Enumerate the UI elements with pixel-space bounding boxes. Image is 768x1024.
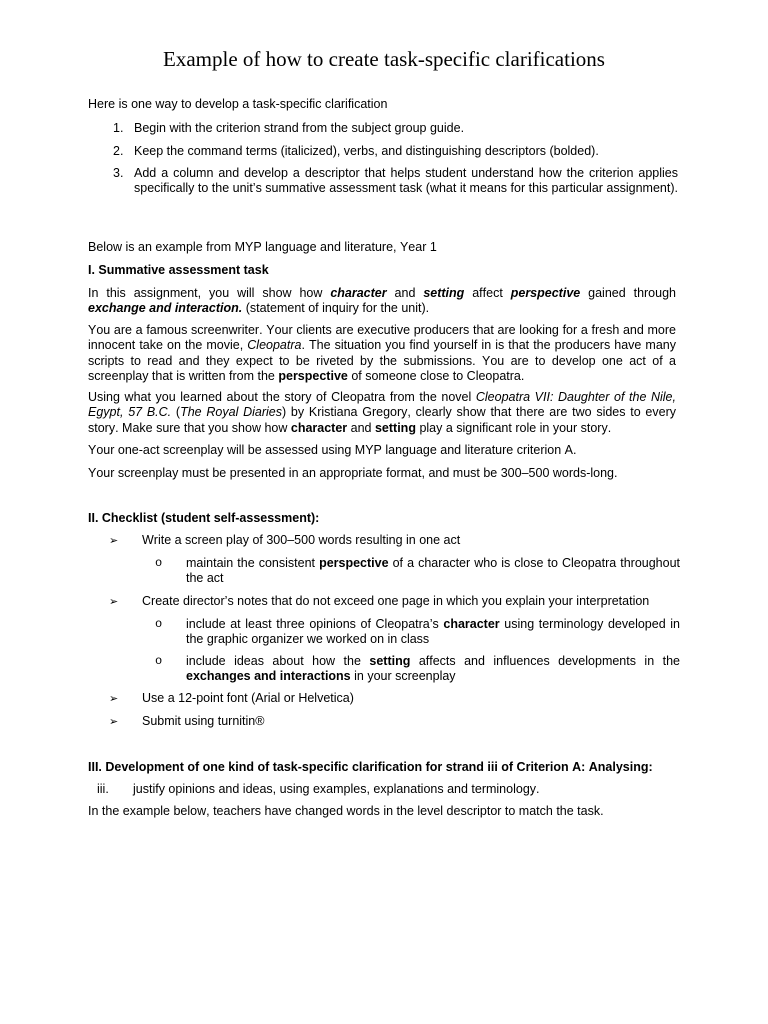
subitem-text: affects and influences developments in the <box>410 654 680 668</box>
step-number: 2. <box>113 144 124 158</box>
novel-title: Cleopatra VII: Daughter of the Nile, Egypt, 57 B.C. <box>88 390 676 420</box>
subitem-text: in your screenplay <box>350 669 456 684</box>
subitem-text: maintain the consistent <box>186 556 320 570</box>
key-concept-setting: setting <box>369 654 411 668</box>
instructions-paragraph <box>88 390 676 436</box>
circle-bullet: o <box>155 654 163 668</box>
strand-text: justify opinions and ideas, using examples, explanations and terminology. <box>133 782 540 796</box>
checklist-item-text: Write a screen play of 300–500 words resulting in one act <box>142 533 461 547</box>
scenario-text: of someone close to Cleopatra. <box>347 368 525 383</box>
instructions-text: play a significant role in your story. <box>415 420 612 435</box>
step-text: Keep the command terms (italicized), verbs, and distinguishing descriptors (bolded). <box>134 144 599 158</box>
series-title: The Royal Diaries <box>180 405 282 420</box>
instructions-text: Using what you learned about the story of Cleopatra from the novel <box>88 390 476 404</box>
clarification-note: In the example below, teachers have changed words in the level descriptor to match the task. <box>88 804 604 818</box>
circle-bullet: o <box>155 556 163 570</box>
key-concept-character: character <box>330 286 387 300</box>
step-number: 1. <box>113 121 124 135</box>
key-concept-setting: setting <box>423 286 465 300</box>
key-concept-exchange: exchange and interaction. <box>88 301 243 316</box>
checklist-subitem-text <box>186 654 680 685</box>
arrowhead-bullet-icon: ➢ <box>109 534 119 547</box>
assessment-note: Your one-act screenplay will be assessed using MYP language and literature criterion A. <box>88 443 577 457</box>
inquiry-text: affect <box>464 286 511 300</box>
subitem-text: include at least three opinions of Cleopatra’s <box>186 617 444 631</box>
example-note: Below is an example from MYP language and literature, Year 1 <box>88 240 437 254</box>
key-concept-character: character <box>290 420 348 435</box>
subitem-text: of a character who is close to Cleopatra throughout the act <box>186 556 680 586</box>
section-heading-clarification: III. Development of one kind of task-specific clarification for strand iii of Criterion A: Analysing: <box>88 760 653 774</box>
key-concept-character: character <box>443 617 500 631</box>
checklist-item-text: Create director’s notes that do not exceed one page in which you explain your interpretation <box>142 594 650 608</box>
inquiry-text: (statement of inquiry for the unit). <box>242 301 430 316</box>
scenario-paragraph <box>88 323 676 384</box>
key-concept-setting: setting <box>374 420 416 435</box>
key-concept-perspective: perspective <box>319 556 389 570</box>
section-heading-checklist: II. Checklist (student self-assessment): <box>88 511 320 525</box>
circle-bullet: o <box>155 617 163 631</box>
subitem-text: include ideas about how the <box>186 654 370 668</box>
arrowhead-bullet-icon: ➢ <box>109 692 119 705</box>
document-title: Example of how to create task-specific clarifications <box>163 47 605 71</box>
format-note: Your screenplay must be presented in an appropriate format, and must be 300–500 words-long. <box>88 466 618 480</box>
key-concept-exchanges: exchanges and interactions <box>186 669 351 684</box>
arrowhead-bullet-icon: ➢ <box>109 715 119 728</box>
scenario-text: . The situation you find yourself in is that the producers have many scripts to read and they expect to be riveted by the submissions. You are to develop one act of a screenplay that is written from the <box>88 338 676 383</box>
step-text: Add a column and develop a descriptor that helps student understand how the criterion applies specifically to the unit’s summative assessment task (what it means for this particular assignment). <box>134 166 678 196</box>
step-text: Begin with the criterion strand from the subject group guide. <box>134 121 465 135</box>
intro-lead: Here is one way to develop a task-specific clarification <box>88 97 388 111</box>
key-concept-perspective: perspective <box>510 286 581 300</box>
inquiry-text: gained through <box>580 286 676 300</box>
movie-title: Cleopatra <box>247 338 302 353</box>
instructions-text: ( <box>171 405 181 420</box>
strand-number: iii. <box>97 782 109 796</box>
checklist-subitem-text <box>186 556 680 587</box>
instructions-text: ) by Kristiana Gregory, clearly show that there are two sides to every story. Make sure that you show how <box>88 405 676 435</box>
key-concept-perspective: perspective <box>278 368 348 383</box>
section-heading-summative: I. Summative assessment task <box>88 263 269 277</box>
checklist-item-text: Use a 12-point font (Arial or Helvetica) <box>142 691 354 705</box>
step-number: 3. <box>113 166 124 180</box>
inquiry-statement <box>88 286 676 317</box>
inquiry-text: In this assignment, you will show how <box>88 286 331 300</box>
inquiry-text: and <box>386 286 424 300</box>
arrowhead-bullet-icon: ➢ <box>109 595 119 608</box>
checklist-item-text: Submit using turnitin® <box>142 714 265 728</box>
subitem-text: using terminology developed in the graphic organizer we worked on in class <box>186 617 680 647</box>
checklist-subitem-text <box>186 617 680 648</box>
instructions-text: and <box>347 420 375 435</box>
scenario-text: You are a famous screenwriter. Your clients are executive producers that are looking for a fresh and more innocent take on the movie, <box>88 323 676 353</box>
